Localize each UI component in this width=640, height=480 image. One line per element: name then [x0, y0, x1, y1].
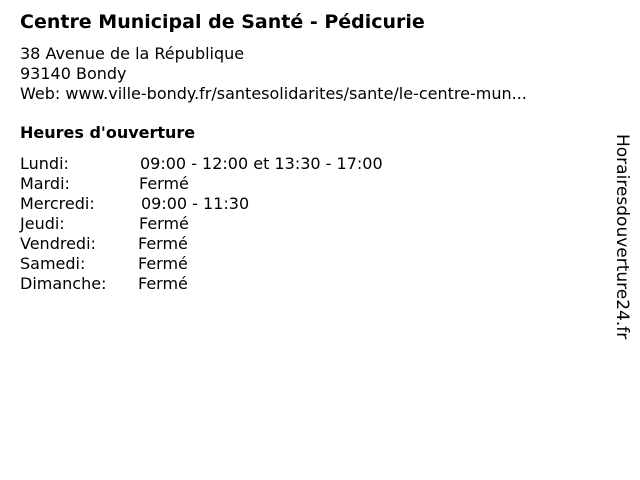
- website-link[interactable]: Web: www.ville-bondy.fr/santesolidarites/sante/le-centre-mun...: [20, 84, 527, 103]
- listing-title: Centre Municipal de Santé - Pédicurie: [20, 11, 425, 33]
- hours-value: Fermé: [139, 214, 189, 233]
- address-postcode-city: 93140 Bondy: [20, 64, 127, 83]
- day-label: Samedi:: [20, 254, 86, 273]
- address-street: 38 Avenue de la République: [20, 44, 245, 63]
- day-label: Dimanche:: [20, 274, 107, 293]
- hours-value: 09:00 - 11:30: [141, 194, 250, 213]
- hours-value: 09:00 - 12:00 et 13:30 - 17:00: [140, 154, 383, 173]
- day-label: Jeudi:: [20, 214, 65, 233]
- day-label: Vendredi:: [20, 234, 96, 253]
- opening-hours-heading: Heures d'ouverture: [20, 123, 196, 142]
- hours-value: Fermé: [138, 274, 188, 293]
- address-block: [20, 44, 527, 104]
- day-label: Mercredi:: [20, 194, 95, 213]
- hours-value: Fermé: [138, 254, 188, 273]
- hours-value: Fermé: [139, 174, 189, 193]
- site-watermark-text: Horairesdouverture24.fr: [612, 134, 632, 340]
- hours-value: Fermé: [138, 234, 188, 253]
- day-label: Mardi:: [20, 174, 70, 193]
- day-label: Lundi:: [20, 154, 69, 173]
